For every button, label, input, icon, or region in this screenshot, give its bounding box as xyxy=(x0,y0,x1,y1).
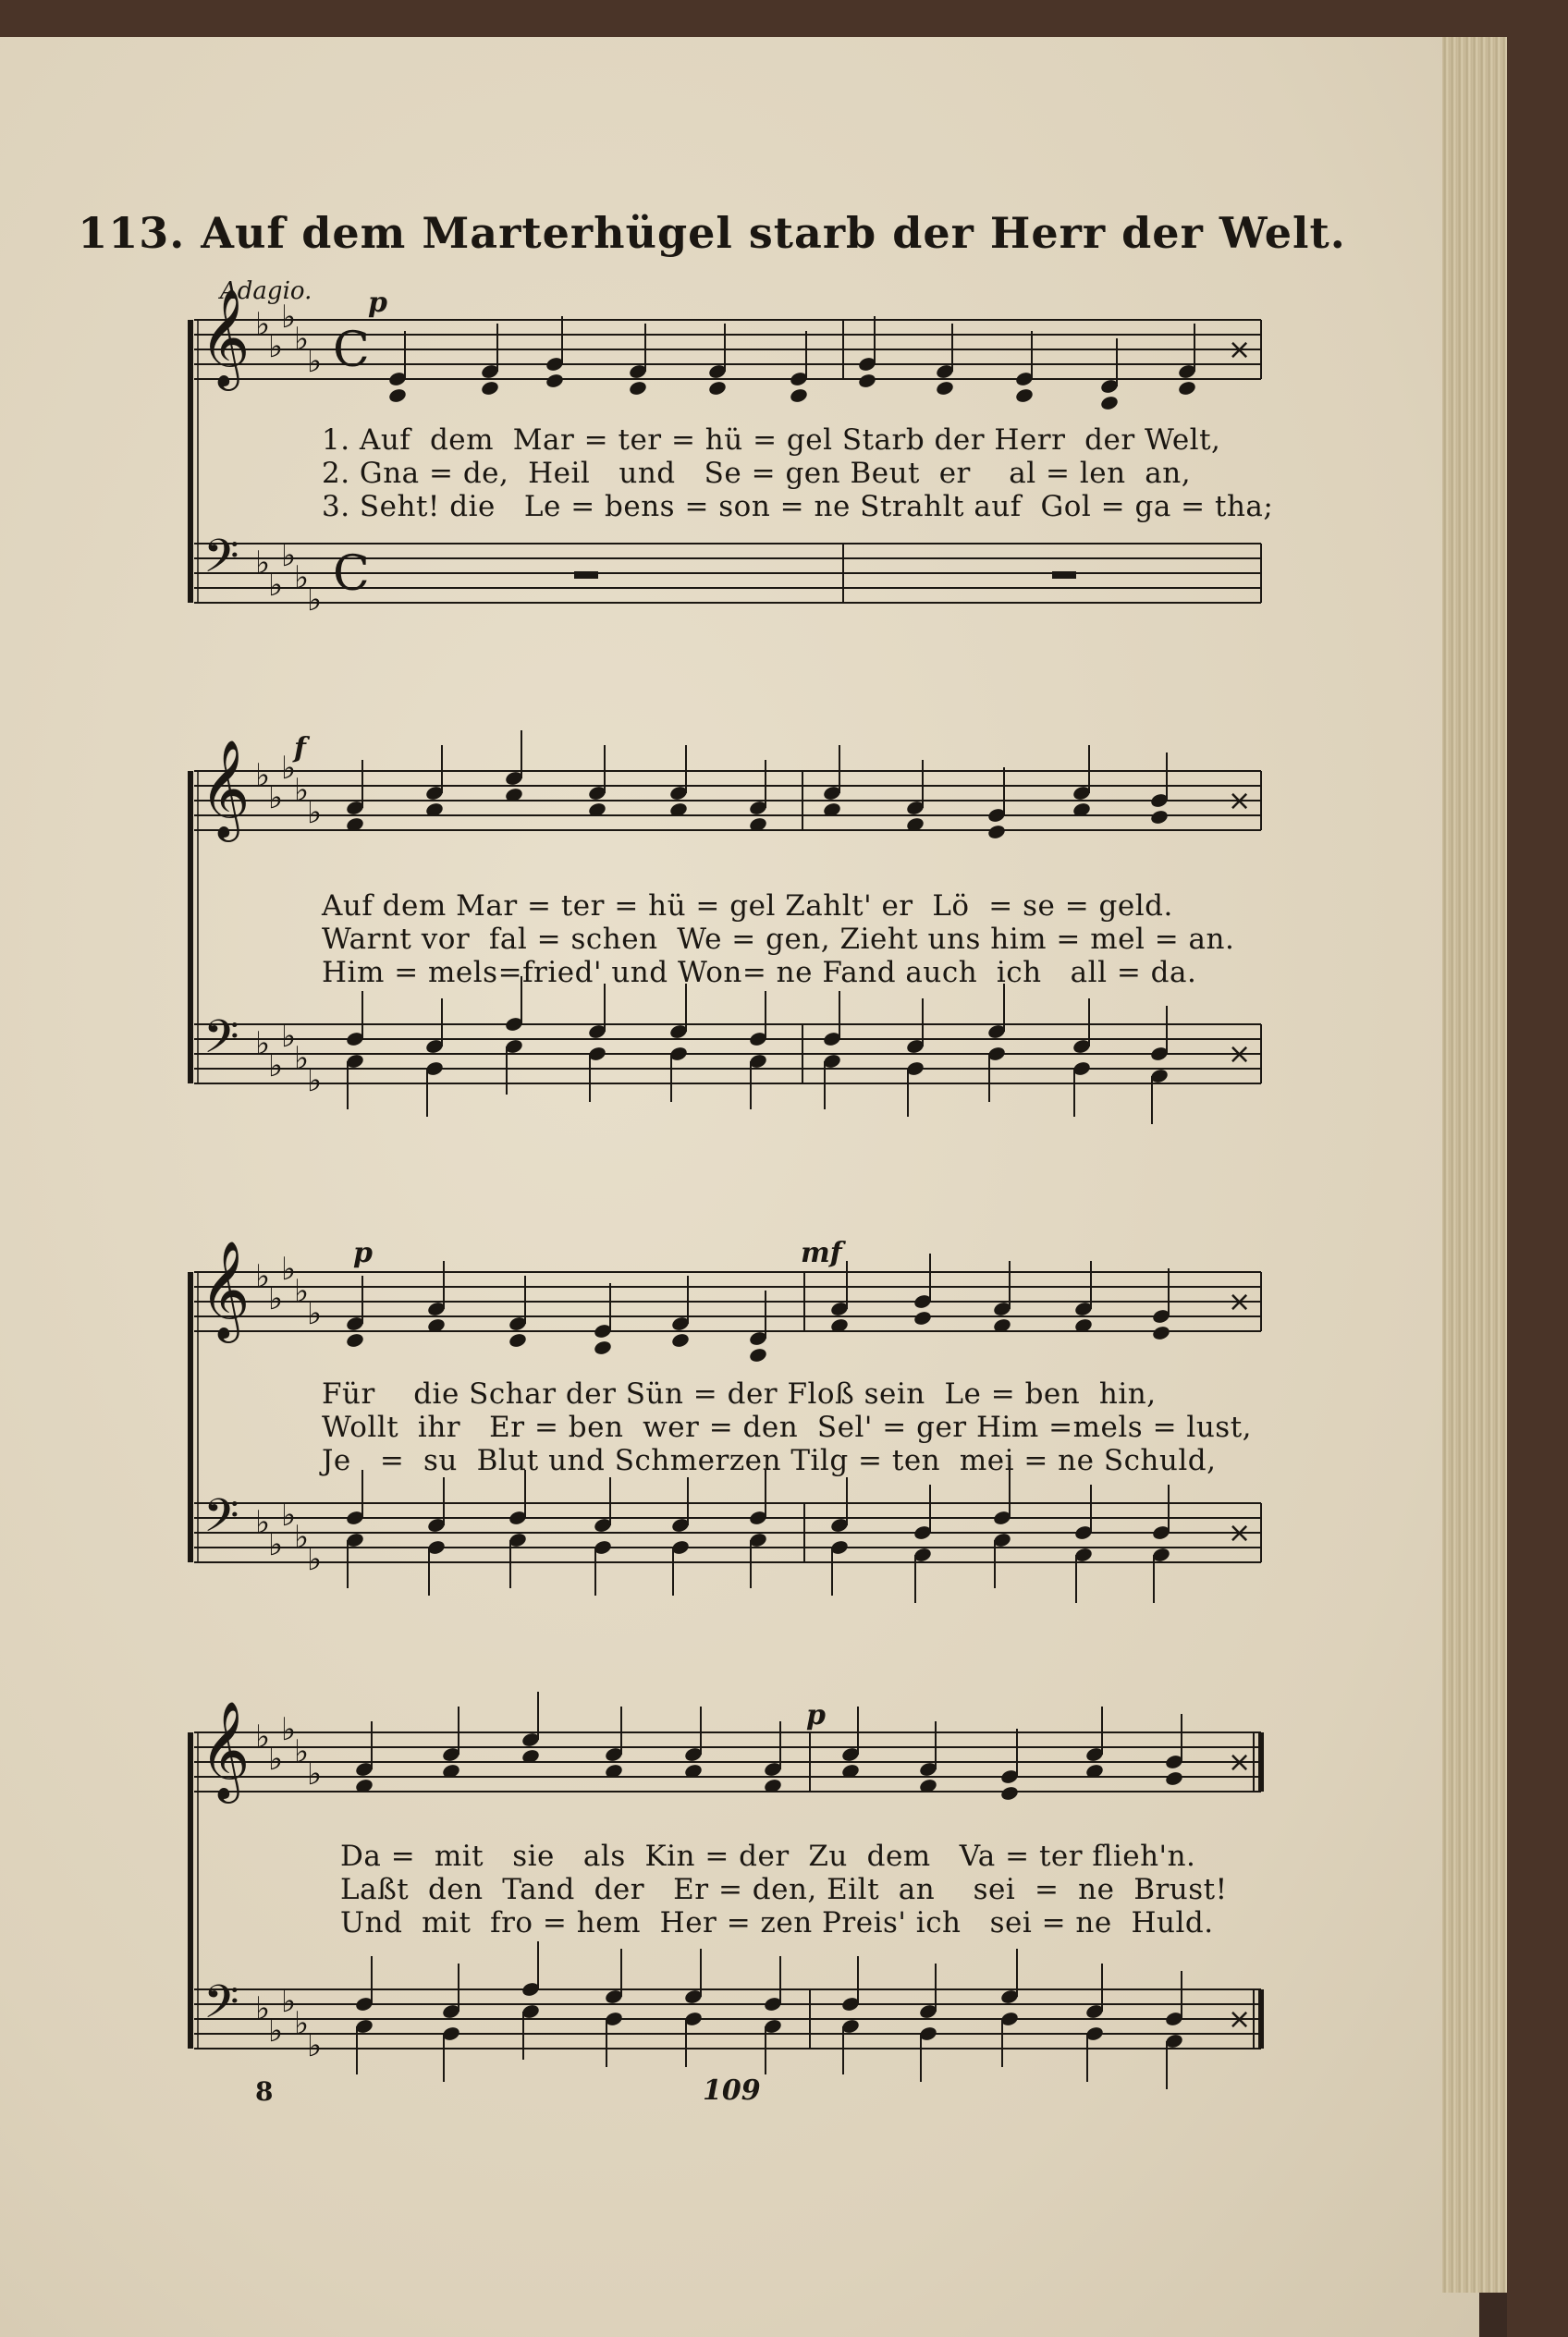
flat-sign: ♭ xyxy=(307,2027,323,2064)
lyric-verse-2: 2. Gna = de, Heil und Se = gen Beut er al = len an, xyxy=(322,457,1192,490)
notehead xyxy=(545,373,564,389)
flat-sign: ♭ xyxy=(294,1040,310,1077)
notehead xyxy=(1177,380,1196,397)
lyric-verse-3: Him = mels=fried' und Won= ne Fand auch ich all = da. xyxy=(322,956,1197,989)
flat-sign: ♭ xyxy=(307,343,323,380)
hymn-title: 113. Auf dem Marterhügel starb der Herr der Welt. xyxy=(78,208,1346,258)
flat-sign: ♭ xyxy=(294,1733,310,1770)
quarter-rest: × xyxy=(1228,1286,1252,1318)
lyric-verse-2: Warnt vor fal = schen We = gen, Zieht uns him = mel = an. xyxy=(322,923,1235,956)
dynamic-marking: mf xyxy=(801,1237,842,1269)
notehead xyxy=(387,387,407,404)
notehead xyxy=(1151,1325,1170,1341)
quarter-rest: × xyxy=(1228,1746,1252,1779)
notehead xyxy=(986,824,1006,840)
treble-clef: 𝄞 xyxy=(200,739,251,838)
quarter-rest: × xyxy=(1228,785,1252,817)
notehead xyxy=(935,380,954,397)
flat-sign: ♭ xyxy=(294,321,310,358)
flat-sign: ♭ xyxy=(255,1504,271,1541)
tempo-marking: Adagio. xyxy=(220,277,312,305)
notehead xyxy=(1099,395,1119,411)
notehead xyxy=(508,1332,527,1349)
quarter-rest: × xyxy=(1228,2003,1252,2036)
lyric-verse-1: Auf dem Mar = ter = hü = gel Zahlt' er Lö = se = geld. xyxy=(322,889,1173,923)
flat-sign: ♭ xyxy=(268,2013,284,2049)
flat-sign: ♭ xyxy=(281,537,297,574)
dynamic-marking: p xyxy=(353,1237,373,1269)
flat-sign: ♭ xyxy=(255,1258,271,1295)
flat-sign: ♭ xyxy=(294,2005,310,2042)
quarter-rest: × xyxy=(1228,334,1252,366)
notehead xyxy=(789,387,808,404)
flat-sign: ♭ xyxy=(255,1025,271,1062)
printer-signature: 8 xyxy=(255,2076,274,2107)
flat-sign: ♭ xyxy=(294,772,310,809)
notehead xyxy=(913,1310,932,1327)
dynamic-marking: p xyxy=(806,1699,826,1731)
lyric-verse-1: Für die Schar der Sün = der Floß sein Le = ben hin, xyxy=(322,1377,1157,1411)
notehead xyxy=(748,1347,767,1364)
dynamic-marking: p xyxy=(368,287,387,319)
flat-sign: ♭ xyxy=(281,1983,297,2020)
flat-sign: ♭ xyxy=(281,299,297,336)
flat-sign: ♭ xyxy=(294,1273,310,1310)
bass-clef: 𝄢 xyxy=(203,1489,239,1554)
flat-sign: ♭ xyxy=(281,750,297,787)
notehead xyxy=(1149,809,1169,826)
flat-sign: ♭ xyxy=(255,544,271,581)
time-signature: C xyxy=(333,546,370,602)
lyric-verse-1: Da = mit sie als Kin = der Zu dem Va = ter flieh'n. xyxy=(340,1840,1196,1873)
bass-clef: 𝄢 xyxy=(203,530,239,594)
flat-sign: ♭ xyxy=(307,1295,323,1332)
lyric-verse-3: Und mit fro = hem Her = zen Preis' ich sei = ne Huld. xyxy=(340,1906,1214,1939)
treble-clef: 𝄞 xyxy=(200,1240,251,1339)
lyric-verse-2: Wollt ihr Er = ben wer = den Sel' = ger Him =mels = lust, xyxy=(322,1411,1253,1444)
flat-sign: ♭ xyxy=(255,757,271,794)
flat-sign: ♭ xyxy=(268,1741,284,1778)
notehead xyxy=(670,1332,690,1349)
lyric-verse-2: Laßt den Tand der Er = den, Eilt an sei = ne Brust! xyxy=(340,1873,1228,1906)
flat-sign: ♭ xyxy=(281,1251,297,1288)
flat-sign: ♭ xyxy=(268,1280,284,1317)
flat-sign: ♭ xyxy=(307,1756,323,1793)
notehead xyxy=(707,380,727,397)
lyric-verse-3: Je = su Blut und Schmerzen Tilg = ten mei = ne Schuld, xyxy=(322,1444,1217,1477)
whole-rest xyxy=(574,571,598,579)
flat-sign: ♭ xyxy=(281,1497,297,1534)
notehead xyxy=(345,1332,364,1349)
flat-sign: ♭ xyxy=(294,1519,310,1556)
bass-clef: 𝄢 xyxy=(203,1976,239,2040)
quarter-rest: × xyxy=(1228,1038,1252,1071)
lyric-verse-3: 3. Seht! die Le = bens = son = ne Strahlt auf Gol = ga = tha; xyxy=(322,490,1274,523)
treble-clef: 𝄞 xyxy=(200,1700,251,1799)
time-signature: C xyxy=(333,323,370,378)
flat-sign: ♭ xyxy=(268,567,284,604)
flat-sign: ♭ xyxy=(307,1541,323,1578)
flat-sign: ♭ xyxy=(255,1719,271,1756)
notehead xyxy=(857,373,876,389)
flat-sign: ♭ xyxy=(281,1711,297,1748)
lyric-verse-1: 1. Auf dem Mar = ter = hü = gel Starb der Herr der Welt, xyxy=(322,423,1221,457)
flat-sign: ♭ xyxy=(268,328,284,365)
flat-sign: ♭ xyxy=(268,779,284,816)
flat-sign: ♭ xyxy=(307,581,323,618)
quarter-rest: × xyxy=(1228,1517,1252,1549)
flat-sign: ♭ xyxy=(307,1062,323,1099)
bass-clef: 𝄢 xyxy=(203,1010,239,1075)
notehead xyxy=(593,1340,612,1356)
flat-sign: ♭ xyxy=(294,559,310,596)
flat-sign: ♭ xyxy=(268,1526,284,1563)
treble-clef: 𝄞 xyxy=(200,288,251,386)
notehead xyxy=(1014,387,1034,404)
notehead xyxy=(999,1785,1019,1802)
flat-sign: ♭ xyxy=(268,1047,284,1084)
flat-sign: ♭ xyxy=(255,306,271,343)
flat-sign: ♭ xyxy=(281,1018,297,1055)
page-number: 109 xyxy=(703,2074,761,2107)
notehead xyxy=(1164,1770,1183,1787)
dynamic-marking: f xyxy=(294,732,306,765)
notehead xyxy=(628,380,647,397)
flat-sign: ♭ xyxy=(307,794,323,831)
notehead xyxy=(480,380,499,397)
flat-sign: ♭ xyxy=(255,1990,271,2027)
whole-rest xyxy=(1052,571,1076,579)
